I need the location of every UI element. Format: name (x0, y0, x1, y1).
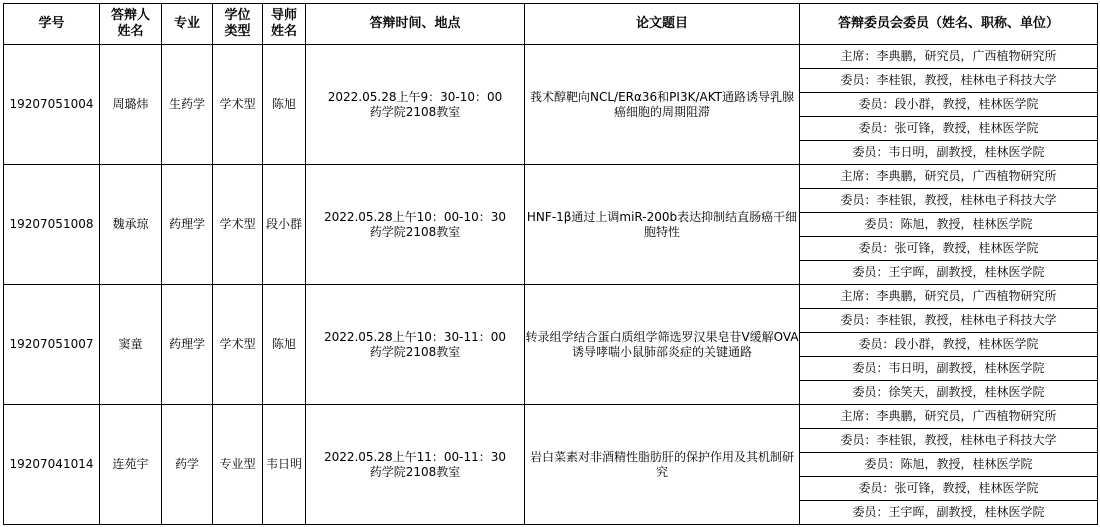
committee-member: 委员：李桂银，教授，桂林电子科技大学 (800, 429, 1098, 453)
time-place-cell: 2022.05.28上午10：00-10：30 药学院2108教室 (306, 165, 525, 285)
advisor-cell: 韦日明 (263, 405, 306, 525)
degree-cell: 专业型 (213, 405, 263, 525)
committee-member: 委员：李桂银，教授，桂林电子科技大学 (800, 69, 1098, 93)
header-degree: 学位 类型 (213, 4, 263, 45)
student-id-cell: 19207041014 (4, 405, 100, 525)
header-time-place: 答辩时间、地点 (306, 4, 525, 45)
thesis-cell: 莪术醇靶向NCL/ERα36和PI3K/AKT通路诱导乳腺癌细胞的周期阻滞 (525, 45, 800, 165)
committee-member: 委员：段小群，教授，桂林医学院 (800, 333, 1098, 357)
committee-member: 委员：段小群，教授，桂林医学院 (800, 93, 1098, 117)
major-cell: 药理学 (162, 285, 213, 405)
advisor-cell: 陈旭 (263, 285, 306, 405)
committee-member: 主席：李典鹏，研究员，广西植物研究所 (800, 45, 1098, 69)
committee-member: 主席：李典鹏，研究员，广西植物研究所 (800, 285, 1098, 309)
committee-member: 委员：李桂银，教授，桂林电子科技大学 (800, 189, 1098, 213)
name-cell: 连苑宇 (100, 405, 162, 525)
time-place-cell: 2022.05.28上午10：30-11：00 药学院2108教室 (306, 285, 525, 405)
committee-member: 委员：徐笑天，副教授，桂林医学院 (800, 381, 1098, 405)
header-committee: 答辩委员会委员（姓名、职称、单位） (800, 4, 1098, 45)
header-major: 专业 (162, 4, 213, 45)
committee-member: 委员：王宇晖，副教授，桂林医学院 (800, 501, 1098, 525)
committee-member: 委员：张可锋，教授，桂林医学院 (800, 237, 1098, 261)
table-row (4, 285, 1098, 309)
header-advisor: 导师 姓名 (263, 4, 306, 45)
committee-member: 委员：王宇晖，副教授，桂林医学院 (800, 261, 1098, 285)
committee-member: 委员：韦日明，副教授，桂林医学院 (800, 141, 1098, 165)
table-row (4, 165, 1098, 189)
committee-member: 委员：张可锋，教授，桂林医学院 (800, 117, 1098, 141)
committee-member: 委员：李桂银，教授，桂林电子科技大学 (800, 309, 1098, 333)
committee-member: 主席：李典鹏，研究员，广西植物研究所 (800, 405, 1098, 429)
thesis-cell: 转录组学结合蛋白质组学筛选罗汉果皂苷V缓解OVA诱导哮喘小鼠肺部炎症的关键通路 (525, 285, 800, 405)
student-id-cell: 19207051007 (4, 285, 100, 405)
degree-cell: 学术型 (213, 45, 263, 165)
header-row (4, 4, 1098, 45)
degree-cell: 学术型 (213, 165, 263, 285)
major-cell: 药理学 (162, 165, 213, 285)
header-name: 答辩人 姓名 (100, 4, 162, 45)
name-cell: 魏承琼 (100, 165, 162, 285)
committee-member: 委员：陈旭，教授，桂林医学院 (800, 453, 1098, 477)
advisor-cell: 段小群 (263, 165, 306, 285)
defense-schedule-table (3, 3, 1098, 525)
name-cell: 周璐炜 (100, 45, 162, 165)
thesis-cell: HNF-1β通过上调miR-200b表达抑制结直肠癌干细胞特性 (525, 165, 800, 285)
table-row (4, 45, 1098, 69)
table-row (4, 405, 1098, 429)
student-id-cell: 19207051008 (4, 165, 100, 285)
time-place-cell: 2022.05.28上午9：30-10：00 药学院2108教室 (306, 45, 525, 165)
student-id-cell: 19207051004 (4, 45, 100, 165)
committee-member: 委员：陈旭，教授，桂林医学院 (800, 213, 1098, 237)
thesis-cell: 岩白菜素对非酒精性脂肪肝的保护作用及其机制研究 (525, 405, 800, 525)
degree-cell: 学术型 (213, 285, 263, 405)
committee-member: 主席：李典鹏，研究员，广西植物研究所 (800, 165, 1098, 189)
major-cell: 药学 (162, 405, 213, 525)
name-cell: 窦童 (100, 285, 162, 405)
major-cell: 生药学 (162, 45, 213, 165)
header-thesis: 论文题目 (525, 4, 800, 45)
header-student-id: 学号 (4, 4, 100, 45)
committee-member: 委员：张可锋，教授，桂林医学院 (800, 477, 1098, 501)
time-place-cell: 2022.05.28上午11：00-11：30 药学院2108教室 (306, 405, 525, 525)
committee-member: 委员：韦日明，副教授，桂林医学院 (800, 357, 1098, 381)
advisor-cell: 陈旭 (263, 45, 306, 165)
